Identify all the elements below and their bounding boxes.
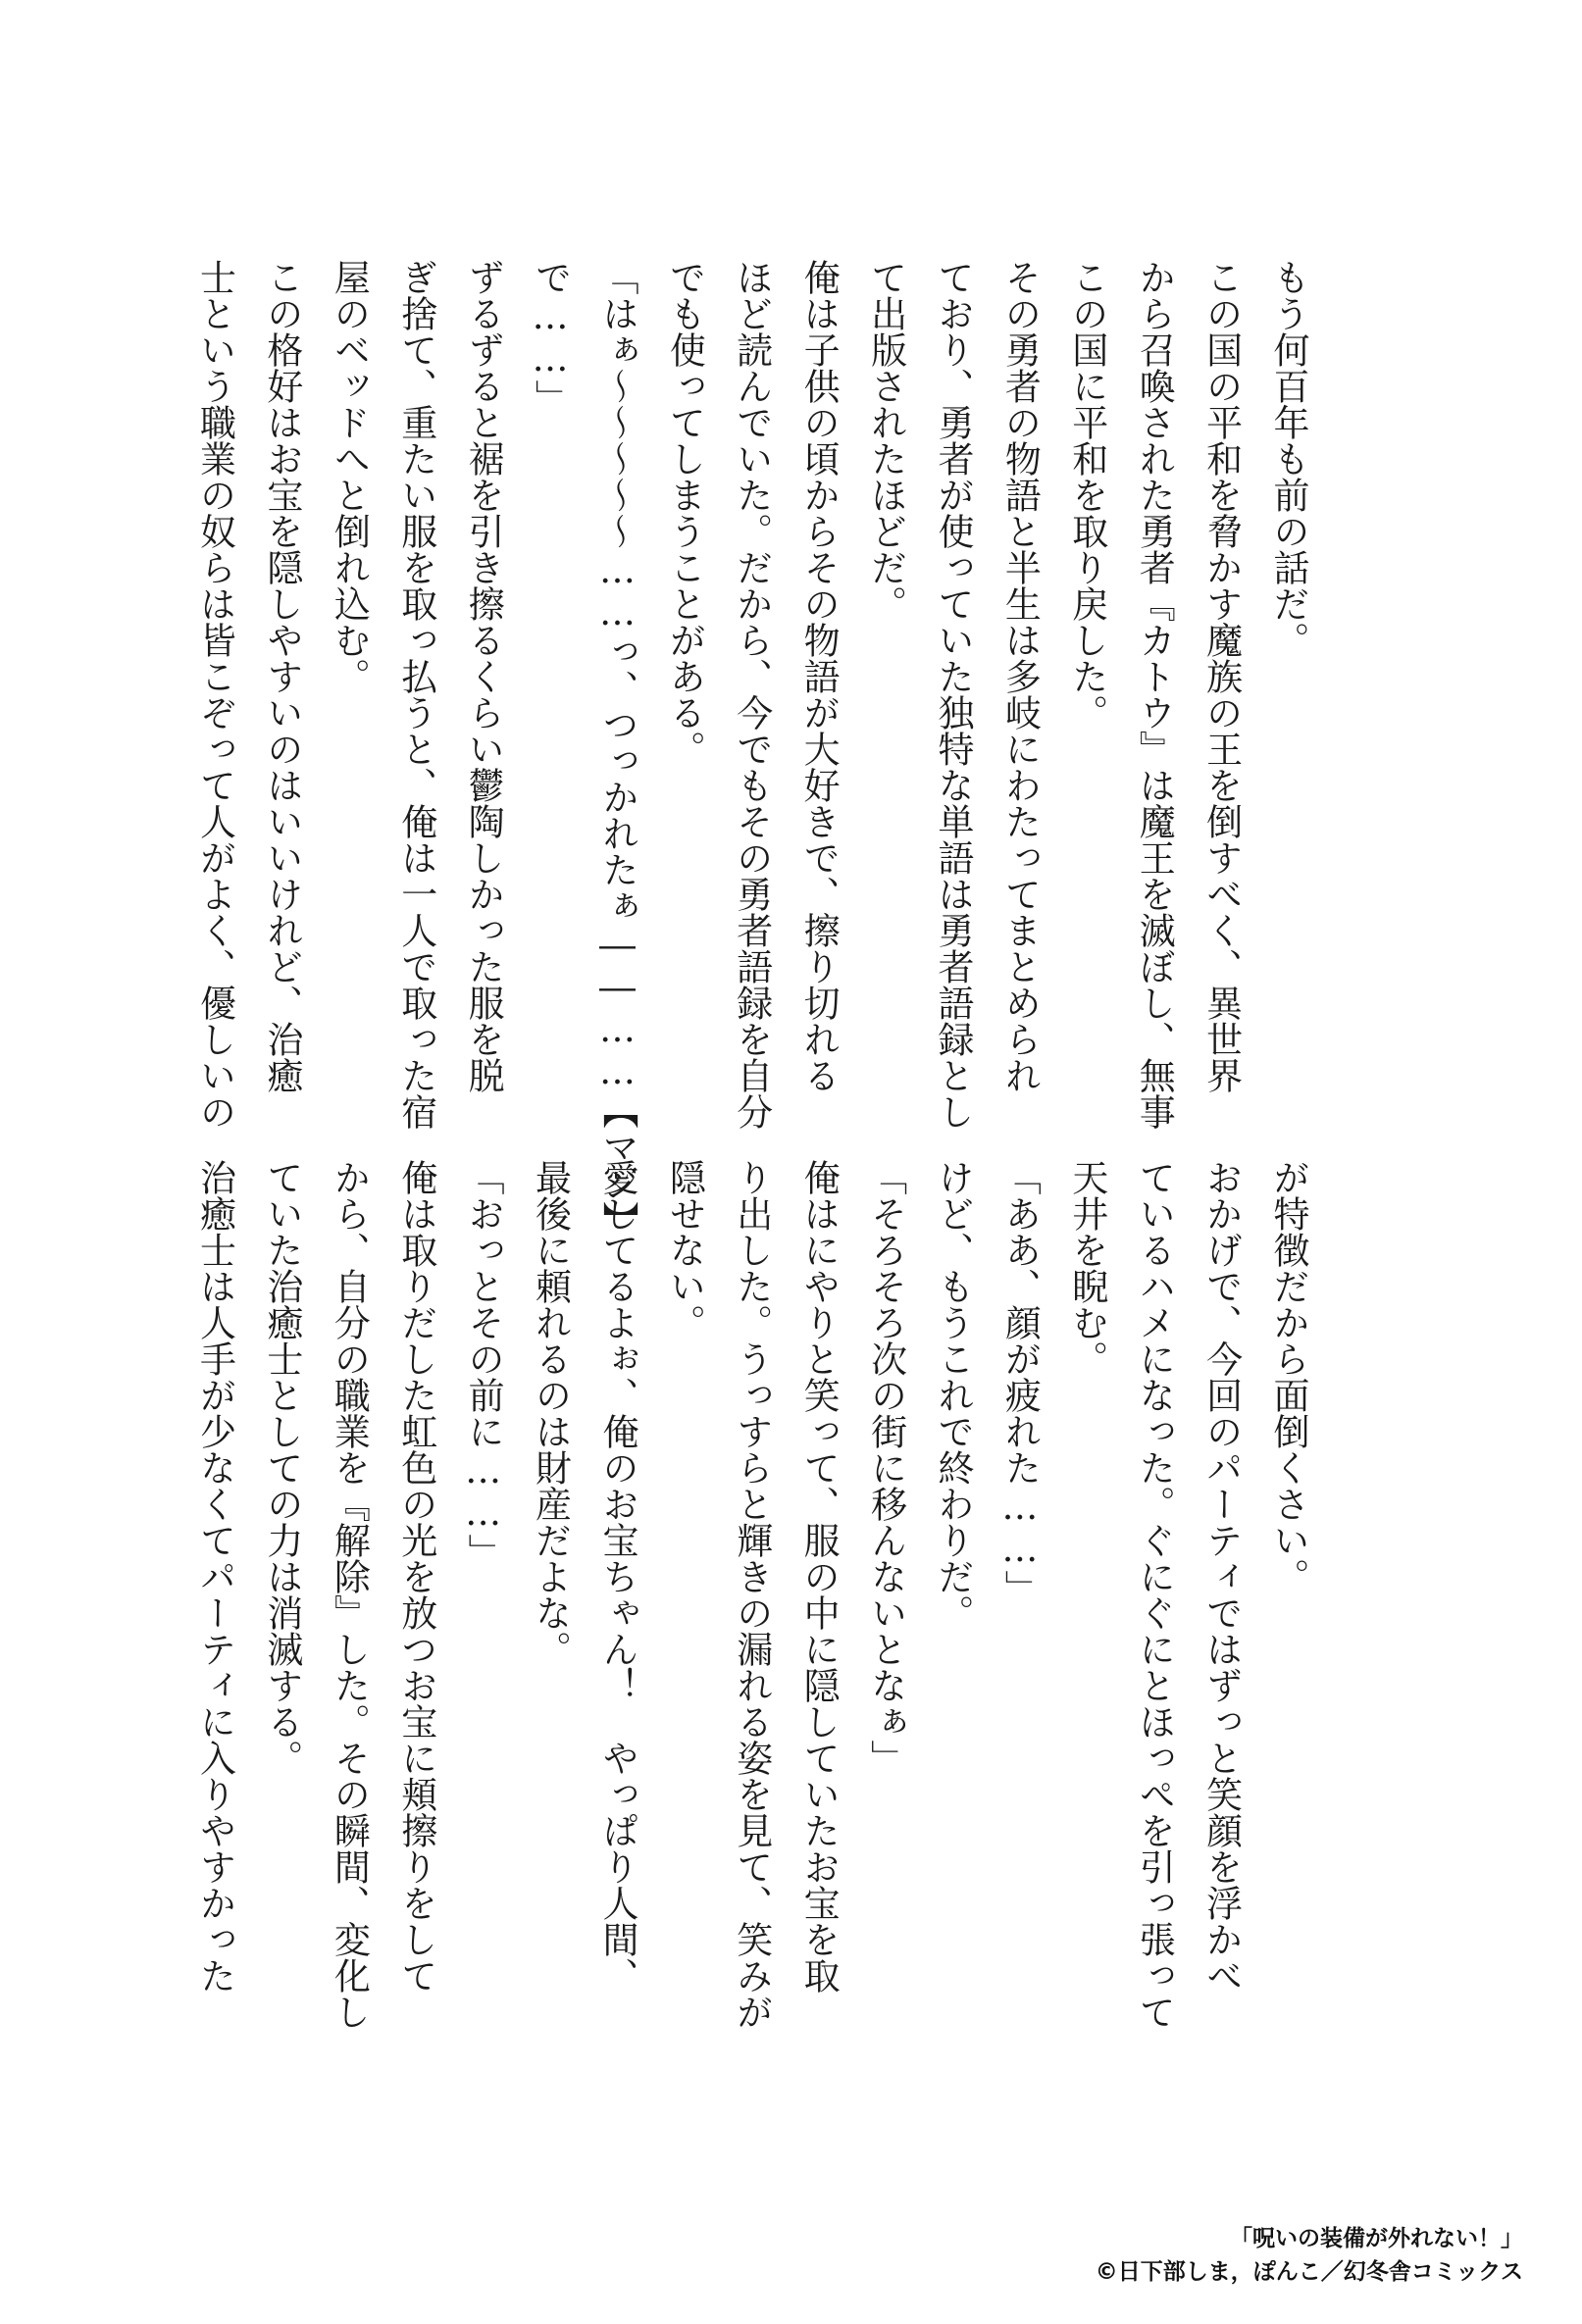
text-line: この格好はお宝を隠しやすいのはいいけれど、治癒 xyxy=(260,259,303,1093)
text-line: 「おっとその前に……」 xyxy=(462,1159,505,1570)
text-line: ていた治癒士としての力は消滅する。 xyxy=(260,1159,303,1776)
footer-title: 「呪いの装備が外れない！」 xyxy=(1230,2226,1523,2251)
text-line: ぎ捨て、重たい服を取っ払うと、俺は一人で取った宿 xyxy=(394,259,437,1130)
text-line: で……」 xyxy=(529,259,572,416)
upper-text-block xyxy=(180,259,1321,1238)
text-line: 愛してるよぉ、俺のお宝ちゃん！ やっぱり人間、 xyxy=(595,1159,638,1994)
text-line: けど、もうこれで終わりだ。 xyxy=(931,1159,974,1631)
text-line: て出版されたほどだ。 xyxy=(864,259,907,622)
text-line: ずるずると裾を引き擦るくらい鬱陶しかった服を脱 xyxy=(462,259,505,1093)
text-line: から召喚された勇者『カトウ』は魔王を滅ぼし、無事 xyxy=(1133,259,1176,1130)
text-line: この国に平和を取り戻した。 xyxy=(1065,259,1108,731)
footer-credit: ©日下部しま，ぽんこ／幻冬舎コミックス xyxy=(1095,2259,1523,2285)
text-line: 俺はにやりと笑って、服の中に隠していたお宝を取 xyxy=(797,1159,841,1994)
text-line: ほど読んでいた。だから、今でもその勇者語録を自分 xyxy=(730,259,773,1130)
text-line: 治癒士は人手が少なくてパーティに入りやすかった xyxy=(193,1159,236,1994)
text-line: 俺は取りだした虹色の光を放つお宝に頬擦りをして xyxy=(394,1159,437,1994)
text-line: 「ああ、顔が疲れた……」 xyxy=(998,1159,1042,1606)
text-line: 最後に頼れるのは財産だよな。 xyxy=(529,1159,572,1667)
lower-text-block xyxy=(180,1159,1321,2030)
footer xyxy=(1096,2222,1523,2289)
text-line: もう何百年も前の話だ。 xyxy=(1267,259,1309,658)
text-line: から、自分の職業を『解除』した。その瞬間、変化し xyxy=(328,1159,371,2030)
text-line: が特徴だから面倒くさい。 xyxy=(1267,1159,1309,1594)
text-line: 隠せない。 xyxy=(663,1159,706,1340)
text-line: この国の平和を脅かす魔族の王を倒すべく、異世界 xyxy=(1199,259,1243,1093)
text-line: ており、勇者が使っていた独特な単語は勇者語録とし xyxy=(931,259,974,1130)
text-line: ているハメになった。ぐにぐにとほっぺを引っ張って xyxy=(1133,1159,1176,2030)
text-line: 「そろそろ次の街に移んないとなぁ」 xyxy=(864,1159,907,1776)
text-line: 天井を睨む。 xyxy=(1065,1159,1108,1377)
text-line: 士という職業の奴らは皆こぞって人がよく、優しいの xyxy=(193,259,236,1130)
text-line: 「はぁ～～～～～……っ、つっかれたぁ――……【マジ】 xyxy=(595,259,638,1238)
text-line: その勇者の物語と半生は多岐にわたってまとめられ xyxy=(998,259,1042,1093)
text-line: でも使ってしまうことがある。 xyxy=(663,259,706,767)
text-line: り出した。うっすらと輝きの漏れる姿を見て、笑みが xyxy=(730,1159,773,2030)
text-line: 屋のベッドへと倒れ込む。 xyxy=(328,259,371,694)
text-line: 俺は子供の頃からその物語が大好きで、擦り切れる xyxy=(797,259,841,1093)
text-line: おかげで、今回のパーティではずっと笑顔を浮かべ xyxy=(1199,1159,1243,1994)
